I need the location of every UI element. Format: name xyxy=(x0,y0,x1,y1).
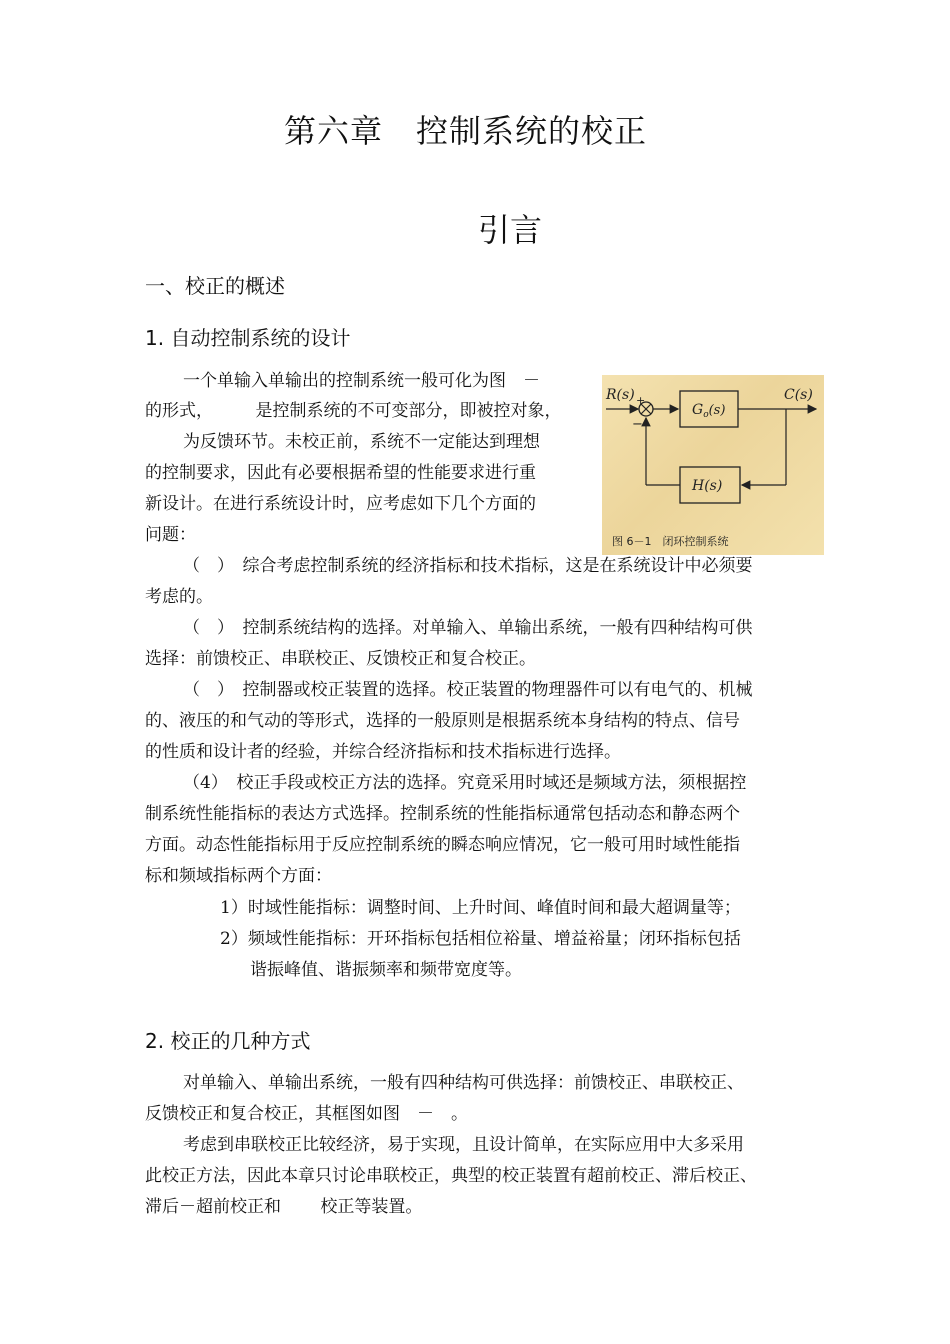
para-line: 的控制要求，因此有必要根据希望的性能要求进行重 xyxy=(145,463,536,483)
feedback-block-label: H(s) xyxy=(692,478,723,494)
para-line: 为反馈环节。未校正前，系统不一定能达到理想 xyxy=(183,432,540,452)
forward-block-label: $G_o(s)$ xyxy=(692,402,726,420)
list-item: 选择：前馈校正、串联校正、反馈校正和复合校正。 xyxy=(145,649,536,669)
para-line: 一个单输入单输出的控制系统一般可化为图 － xyxy=(183,371,540,391)
para-line: 的形式， 是控制系统的不可变部分，即被控对象， xyxy=(145,401,562,421)
list-item: 的、液压的和气动的等形式，选择的一般原则是根据系统本身结构的特点、信号 xyxy=(145,711,740,731)
para-line: 问题： xyxy=(145,525,196,545)
chapter-title: 第六章 控制系统的校正 xyxy=(284,112,648,150)
list-item: 制系统性能指标的表达方式选择。控制系统的性能指标通常包括动态和静态两个 xyxy=(145,804,740,824)
list-item: （ ） 控制器或校正装置的选择。校正装置的物理器件可以有电气的、机械 xyxy=(183,680,753,700)
para-line: 反馈校正和复合校正，其框图如图 － 。 xyxy=(145,1104,468,1124)
list-item: （ ） 综合考虑控制系统的经济指标和技术指标，这是在系统设计中必须要 xyxy=(183,556,753,576)
list-item: 标和频域指标两个方面： xyxy=(145,866,332,886)
sub-list-item: 2）频域性能指标：开环指标包括相位裕量、增益裕量；闭环指标包括 xyxy=(220,929,741,949)
sub-list-item: 1）时域性能指标：调整时间、上升时间、峰值时间和最大超调量等； xyxy=(220,898,741,918)
block-diagram-svg xyxy=(602,375,824,555)
list-item: （ ） 控制系统结构的选择。对单输入、单输出系统，一般有四种结构可供 xyxy=(183,618,753,638)
closed-loop-diagram xyxy=(602,375,824,555)
subsection-heading-1: 1. 自动控制系统的设计 xyxy=(145,326,351,350)
plain-text: 此校正方法，因此本章只讨论 xyxy=(145,1166,366,1186)
input-label: R(s) xyxy=(606,387,635,403)
figure-caption: 图 6－1 闭环控制系统 xyxy=(612,535,729,548)
list-item: （4） 校正手段或校正方法的选择。究竟采用时域还是频域方法，须根据控 xyxy=(183,773,747,793)
output-label: C(s) xyxy=(784,387,813,403)
intro-title: 引言 xyxy=(478,211,543,249)
list-item: 方面。动态性能指标用于反应控制系统的瞬态响应情况，它一般可用时域性能指 xyxy=(145,835,740,855)
para-line xyxy=(145,1161,757,1192)
plus-sign: + xyxy=(636,394,646,407)
list-item: 的性质和设计者的经验，并综合经济指标和技术指标进行选择。 xyxy=(145,742,621,762)
para-line: 滞后－超前校正和 校正等装置。 xyxy=(145,1197,423,1217)
emphasis-text: 串联校正，典型的校正装置有超前校正、滞后校正、 xyxy=(366,1166,757,1186)
para-line: 考虑到串联校正比较经济，易于实现，且设计简单，在实际应用中大多采用 xyxy=(183,1135,744,1155)
para-line: 对单输入、单输出系统，一般有四种结构可供选择：前馈校正、串联校正、 xyxy=(183,1073,744,1093)
para-line: 新设计。在进行系统设计时，应考虑如下几个方面的 xyxy=(145,494,536,514)
section-heading: 一、校正的概述 xyxy=(145,274,285,298)
list-item: 考虑的。 xyxy=(145,587,213,607)
sub-list-item: 谐振峰值、谐振频率和频带宽度等。 xyxy=(250,960,522,980)
subsection-heading-2: 2. 校正的几种方式 xyxy=(145,1029,311,1053)
minus-sign: − xyxy=(632,417,643,432)
